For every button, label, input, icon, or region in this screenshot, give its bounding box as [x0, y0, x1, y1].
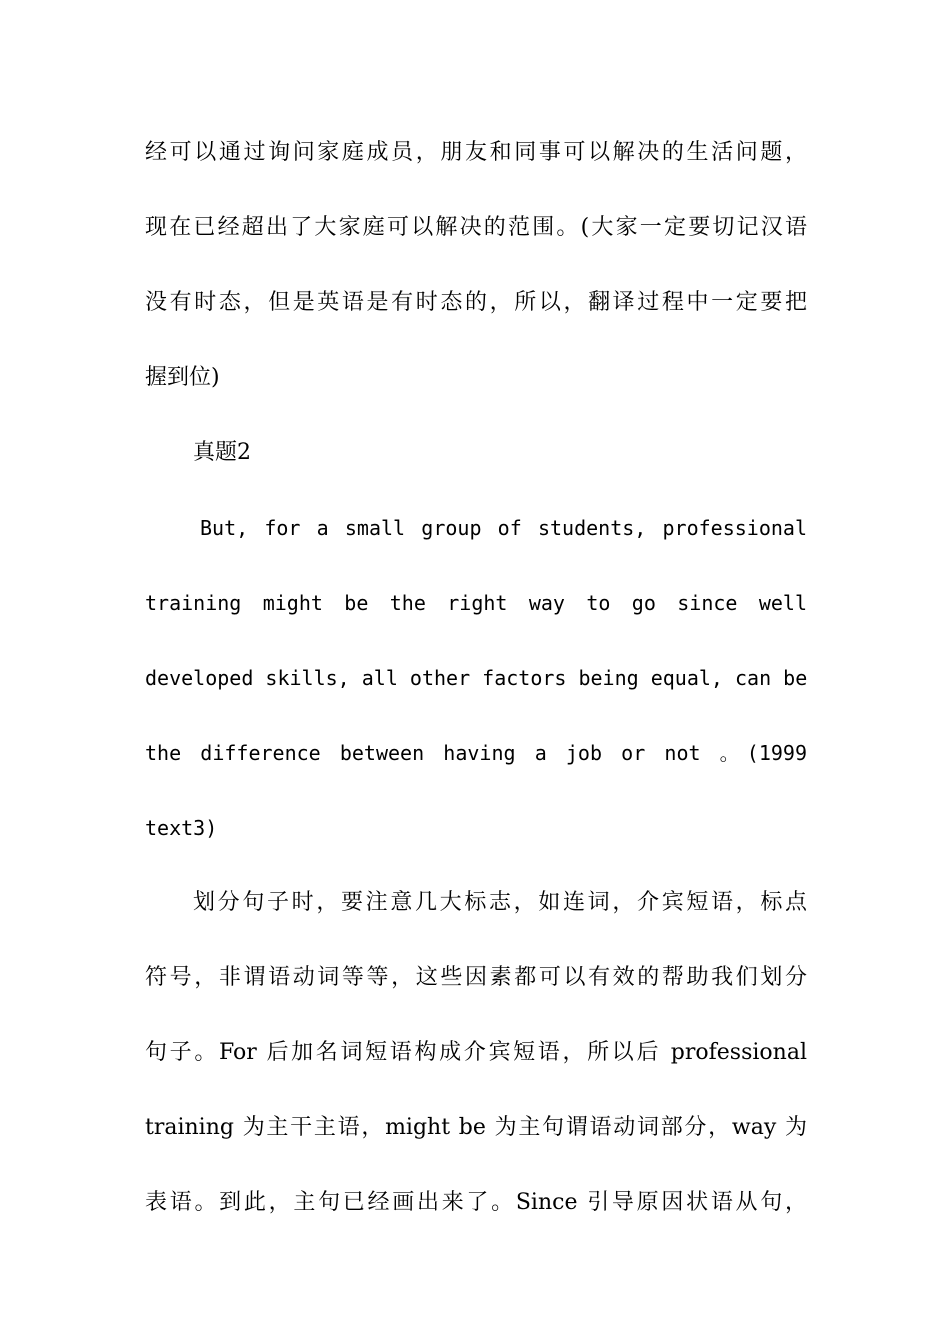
- paragraph-line: 经可以通过询问家庭成员，朋友和同事可以解决的生活问题，: [145, 140, 807, 165]
- paragraph-line: 没有时态，但是英语是有时态的，所以，翻译过程中一定要把: [145, 290, 807, 315]
- english-quote-line: the difference between having a job or not 。(1999: [145, 741, 807, 765]
- paragraph-line: 握到位): [145, 365, 220, 390]
- paragraph-line: 符号，非谓语动词等等，这些因素都可以有效的帮助我们划分: [145, 965, 807, 990]
- paragraph-line: 句子。For 后加名词短语构成介宾短语，所以后 professional: [145, 1040, 807, 1065]
- english-quote-line: text3): [145, 816, 218, 840]
- paragraph-line: 表语。到此，主句已经画出来了。Since 引导原因状语从句，: [145, 1190, 807, 1215]
- english-quote-line: training might be the right way to go since well: [145, 591, 807, 615]
- paragraph-line: training 为主干主语，might be 为主句谓语动词部分，way 为: [145, 1115, 807, 1140]
- paragraph-line: 现在已经超出了大家庭可以解决的范围。(大家一定要切记汉语: [145, 215, 807, 240]
- document-body: [145, 128, 807, 1253]
- english-quote-line: But, for a small group of students, professional: [200, 516, 807, 540]
- section-heading: 真题2: [193, 440, 251, 465]
- paragraph-line: 划分句子时，要注意几大标志，如连词，介宾短语，标点: [193, 890, 807, 915]
- english-quote-line: developed skills, all other factors being equal, can be: [145, 666, 808, 690]
